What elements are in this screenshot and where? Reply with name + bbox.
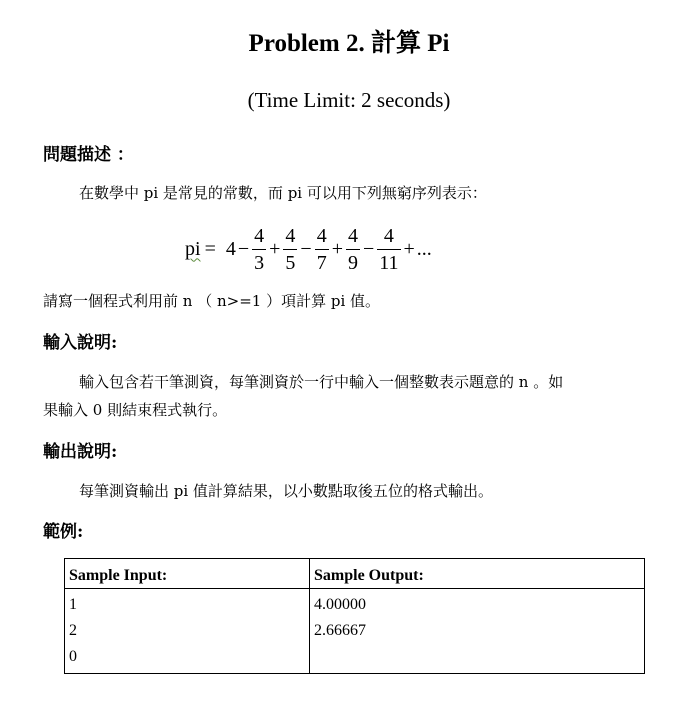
sample-body-row [65, 589, 645, 674]
sample-input-line: 1 [69, 596, 77, 613]
description-text: 在數學中 pi 是常見的常數，而 pi 可以用下列無窮序列表示： [79, 184, 487, 202]
sample-input-cell [65, 589, 310, 674]
formula-lhs: pi [185, 237, 201, 260]
formula-fraction [377, 226, 400, 273]
sample-input-line: 2 [69, 622, 77, 639]
sample-input-header: Sample Input: [65, 559, 310, 589]
sample-output-line: 4.00000 [314, 596, 366, 613]
fraction-numerator: 4 [347, 224, 358, 247]
fraction-numerator: 4 [316, 224, 327, 247]
fraction-denominator: 9 [346, 249, 360, 273]
formula-operator: + [331, 237, 343, 260]
sample-table [64, 558, 645, 674]
formula-operator: + [269, 237, 281, 260]
sample-input-line: 0 [69, 648, 77, 665]
output-heading: 輸出說明: [43, 442, 118, 462]
sample-output-line: 2.66667 [314, 622, 366, 639]
formula-equals: = [204, 237, 216, 260]
fraction-denominator: 11 [377, 249, 400, 273]
sample-output-header: Sample Output: [310, 559, 645, 589]
fraction-denominator: 5 [283, 249, 297, 273]
formula-fraction [346, 226, 360, 273]
input-text-line2: 果輸入 0 則結束程式執行。 [43, 401, 228, 419]
formula-ellipsis: ... [416, 237, 432, 260]
sample-output-cell [310, 589, 645, 674]
time-limit: (Time Limit: 2 seconds) [247, 88, 451, 112]
fraction-denominator: 7 [315, 249, 329, 273]
input-text-line1: 輸入包含若干筆測資，每筆測資於一行中輸入一個整數表示題意的 n 。如 [79, 373, 564, 391]
formula-operator: + [403, 237, 415, 260]
fraction-numerator: 4 [254, 224, 265, 247]
input-heading: 輸入說明: [43, 333, 118, 353]
example-heading: 範例: [43, 522, 84, 542]
sample-header-row [65, 559, 645, 589]
formula-operator: − [362, 237, 375, 260]
problem-title: Problem 2. 計算 Pi [248, 30, 450, 57]
description-heading: 問題描述 ： [43, 145, 134, 165]
fraction-numerator: 4 [383, 224, 394, 247]
fraction-denominator: 3 [252, 249, 266, 273]
fraction-numerator: 4 [285, 224, 296, 247]
formula-fraction [252, 226, 266, 273]
formula-fraction [315, 226, 329, 273]
formula-fraction [283, 226, 297, 273]
formula-operator: − [300, 237, 312, 260]
task-text: 請寫一個程式利用前 n （ n>=1 ）項計算 pi 值。 [43, 292, 381, 310]
pi-series-formula [185, 219, 432, 279]
formula-operator: − [237, 237, 250, 260]
formula-first-term: 4 [225, 237, 236, 260]
output-text: 每筆測資輸出 pi 值計算結果，以小數點取後五位的格式輸出。 [79, 482, 493, 500]
